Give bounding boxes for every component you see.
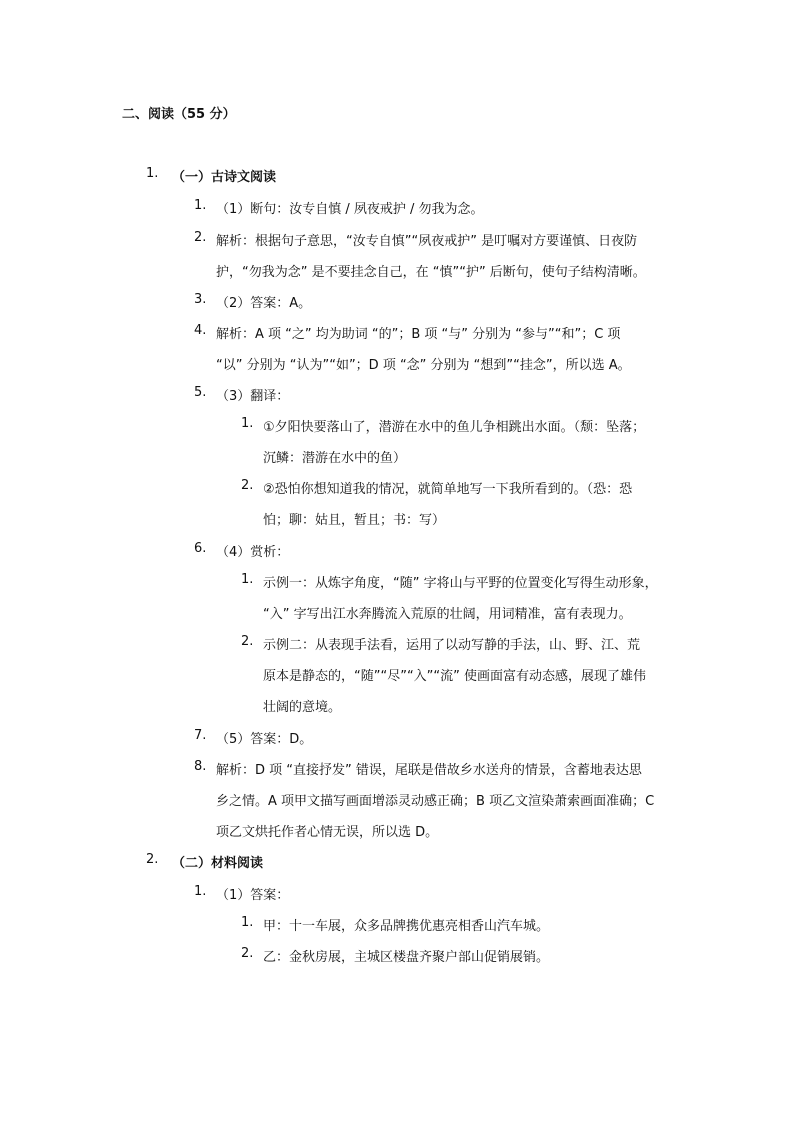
subitem-line: 壮阔的意境。	[263, 700, 342, 715]
item-number: 7.	[194, 728, 207, 743]
item-number: 4.	[194, 323, 207, 338]
subitem-line: 甲：十一车展，众多品牌携优惠亮相香山汽车城。	[263, 919, 550, 934]
item-number: 2.	[194, 230, 207, 245]
part-title: （一）古诗文阅读	[172, 170, 277, 185]
part-title: （二）材料阅读	[172, 856, 264, 871]
item-line: （5）答案：D。	[216, 732, 313, 747]
subitem-line: 乙：金秋房展，主城区楼盘齐聚户部山促销展销。	[263, 950, 550, 965]
subitem-number: 2.	[241, 478, 254, 493]
subitem-line: ①夕阳快要落山了，潜游在水中的鱼儿争相跳出水面。（颓：坠落；	[263, 420, 646, 435]
item-number: 3.	[194, 292, 207, 307]
item-number: 8.	[194, 759, 207, 774]
subitem-line: 原本是静态的，“随”“尽”“入”“流” 使画面富有动态感，展现了雄伟	[263, 669, 647, 684]
item-line: “以” 分别为 “认为”“如”；D 项 “念” 分别为 “想到”“挂念”，所以选 A。	[216, 358, 631, 373]
part-number: 2.	[146, 852, 159, 867]
subitem-number: 1.	[241, 915, 254, 930]
item-number: 1.	[194, 198, 207, 213]
subitem-number: 1.	[241, 572, 254, 587]
item-line: 解析：根据句子意思，“汝专自慎”“夙夜戒护” 是叮嘱对方要谨慎、日夜防	[216, 234, 638, 249]
subitem-line: “入” 字写出江水奔腾流入荒原的壮阔，用词精准，富有表现力。	[263, 607, 632, 622]
item-line: （1）断句：汝专自慎 / 夙夜戒护 / 勿我为念。	[216, 202, 484, 217]
subitem-line: 怕；聊：姑且，暂且；书：写）	[263, 513, 446, 528]
subitem-number: 1.	[241, 416, 254, 431]
item-number: 5.	[194, 385, 207, 400]
part-number: 1.	[146, 166, 159, 181]
item-line: （2）答案：A。	[216, 296, 312, 311]
item-line: 项乙文烘托作者心情无误，所以选 D。	[216, 825, 439, 840]
item-line: 乡之情。A 项甲文描写画面增添灵动感正确；B 项乙文渲染萧索画面准确；C	[216, 794, 655, 809]
item-line: 解析：D 项 “直接抒发” 错误，尾联是借故乡水送舟的情景，含蓄地表达思	[216, 763, 642, 778]
subitem-number: 2.	[241, 634, 254, 649]
subitem-line: 示例一：从炼字角度，“随” 字将山与平野的位置变化写得生动形象，	[263, 576, 658, 591]
item-number: 1.	[194, 884, 207, 899]
subitem-line: 示例二：从表现手法看，运用了以动写静的手法，山、野、江、荒	[263, 638, 641, 653]
subitem-number: 2.	[241, 946, 254, 961]
item-number: 6.	[194, 541, 207, 556]
item-line: （3）翻译：	[216, 389, 290, 404]
item-line: （4）赏析：	[216, 545, 290, 560]
item-line: 护，“勿我为念” 是不要挂念自己，在 “慎”“护” 后断句，使句子结构清晰。	[216, 265, 646, 280]
item-line: （1）答案：	[216, 888, 290, 903]
section-title: 二、阅读（55 分）	[122, 107, 236, 122]
subitem-line: 沉鳞：潜游在水中的鱼）	[263, 451, 407, 466]
subitem-line: ②恐怕你想知道我的情况，就简单地写一下我所看到的。（恐：恐	[263, 482, 633, 497]
item-line: 解析：A 项 “之” 均为助词 “的”；B 项 “与” 分别为 “参与”“和”；C 项	[216, 327, 621, 342]
